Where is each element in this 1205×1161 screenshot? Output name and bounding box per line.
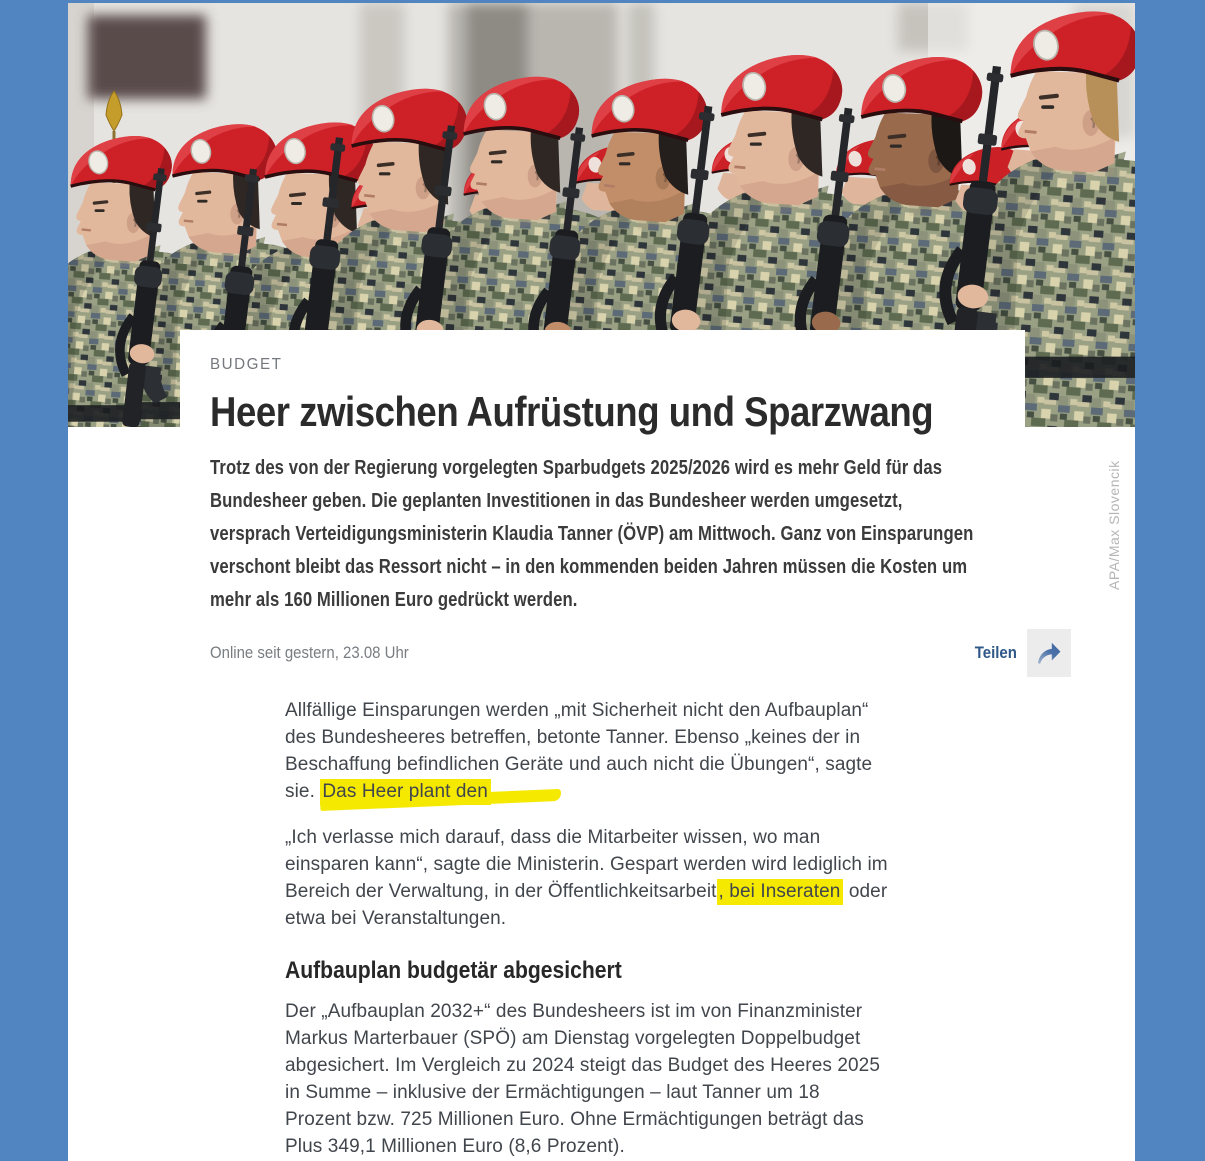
highlight-annotation: , bei Inseraten — [717, 879, 844, 905]
share-icon-box[interactable] — [1027, 629, 1071, 677]
headline: Heer zwischen Aufrüstung und Sparzwang — [210, 388, 934, 435]
publish-timestamp: Online seit gestern, 23.08 Uhr — [210, 643, 409, 662]
photo-credit: APA/Max Slovencik — [1106, 460, 1122, 590]
article-container — [68, 3, 1135, 1161]
highlight-annotation: Das Heer plant den — [320, 779, 491, 805]
share-button[interactable] — [969, 629, 1071, 677]
body-paragraph: Allfällige Einsparungen werden „mit Sicherheit nicht den Aufbauplan“ des Bundesheeres betreffen, betonte Tanner. Ebenso „keines der in Beschaffung befindlichen Geräte und auch nicht die Übungen“, sagte sie. Das Heer plant den — [285, 697, 901, 805]
subheading: Aufbauplan budgetär abgesichert — [285, 957, 622, 984]
article-body — [285, 697, 1025, 1160]
body-paragraph: „Ich verlasse mich darauf, dass die Mitarbeiter wissen, wo man einsparen kann“, sagte die Ministerin. Gespart werden wird lediglich im Bereich der Verwaltung, in der Öffentlichkeitsarbeit , bei Inseraten oder etwa bei Veranstaltungen. — [285, 827, 888, 929]
kicker: BUDGET — [210, 356, 283, 373]
body-paragraph: Der „Aufbauplan 2032+“ des Bundesheers ist im von Finanzminister Markus Marterbauer (SPÖ) am Dienstag vorgelegten Doppelbudget abgesichert. Im Vergleich zu 2024 steigt das Budget des Heeres 2025 in Summe – inklusive der Ermächtigungen – laut Tanner um 18 Prozent bzw. 725 Millionen Euro. Ohne Ermächtigungen beträgt das Plus 349,1 Millionen Euro (8,6 Prozent). — [285, 1001, 881, 1157]
share-label[interactable]: Teilen — [974, 643, 1017, 662]
lead-paragraph: Trotz des von der Regierung vorgelegten Sparbudgets 2025/2026 wird es mehr Geld für das Bundesheer geben. Die geplanten Investitionen in das Bundesheer werden umgesetzt, versprach Verteidigungsministerin Klaudia Tanner (ÖVP) am Mittwoch. Ganz von Einsparungen verschont bleibt das Ressort nicht – in den kommenden beiden Jahren müssen die Kosten um mehr als 160 Millionen Euro gedrückt werden. — [210, 457, 974, 611]
meta-row — [210, 629, 1025, 677]
share-arrow-icon[interactable] — [1035, 639, 1063, 667]
article-card — [180, 330, 1025, 1161]
